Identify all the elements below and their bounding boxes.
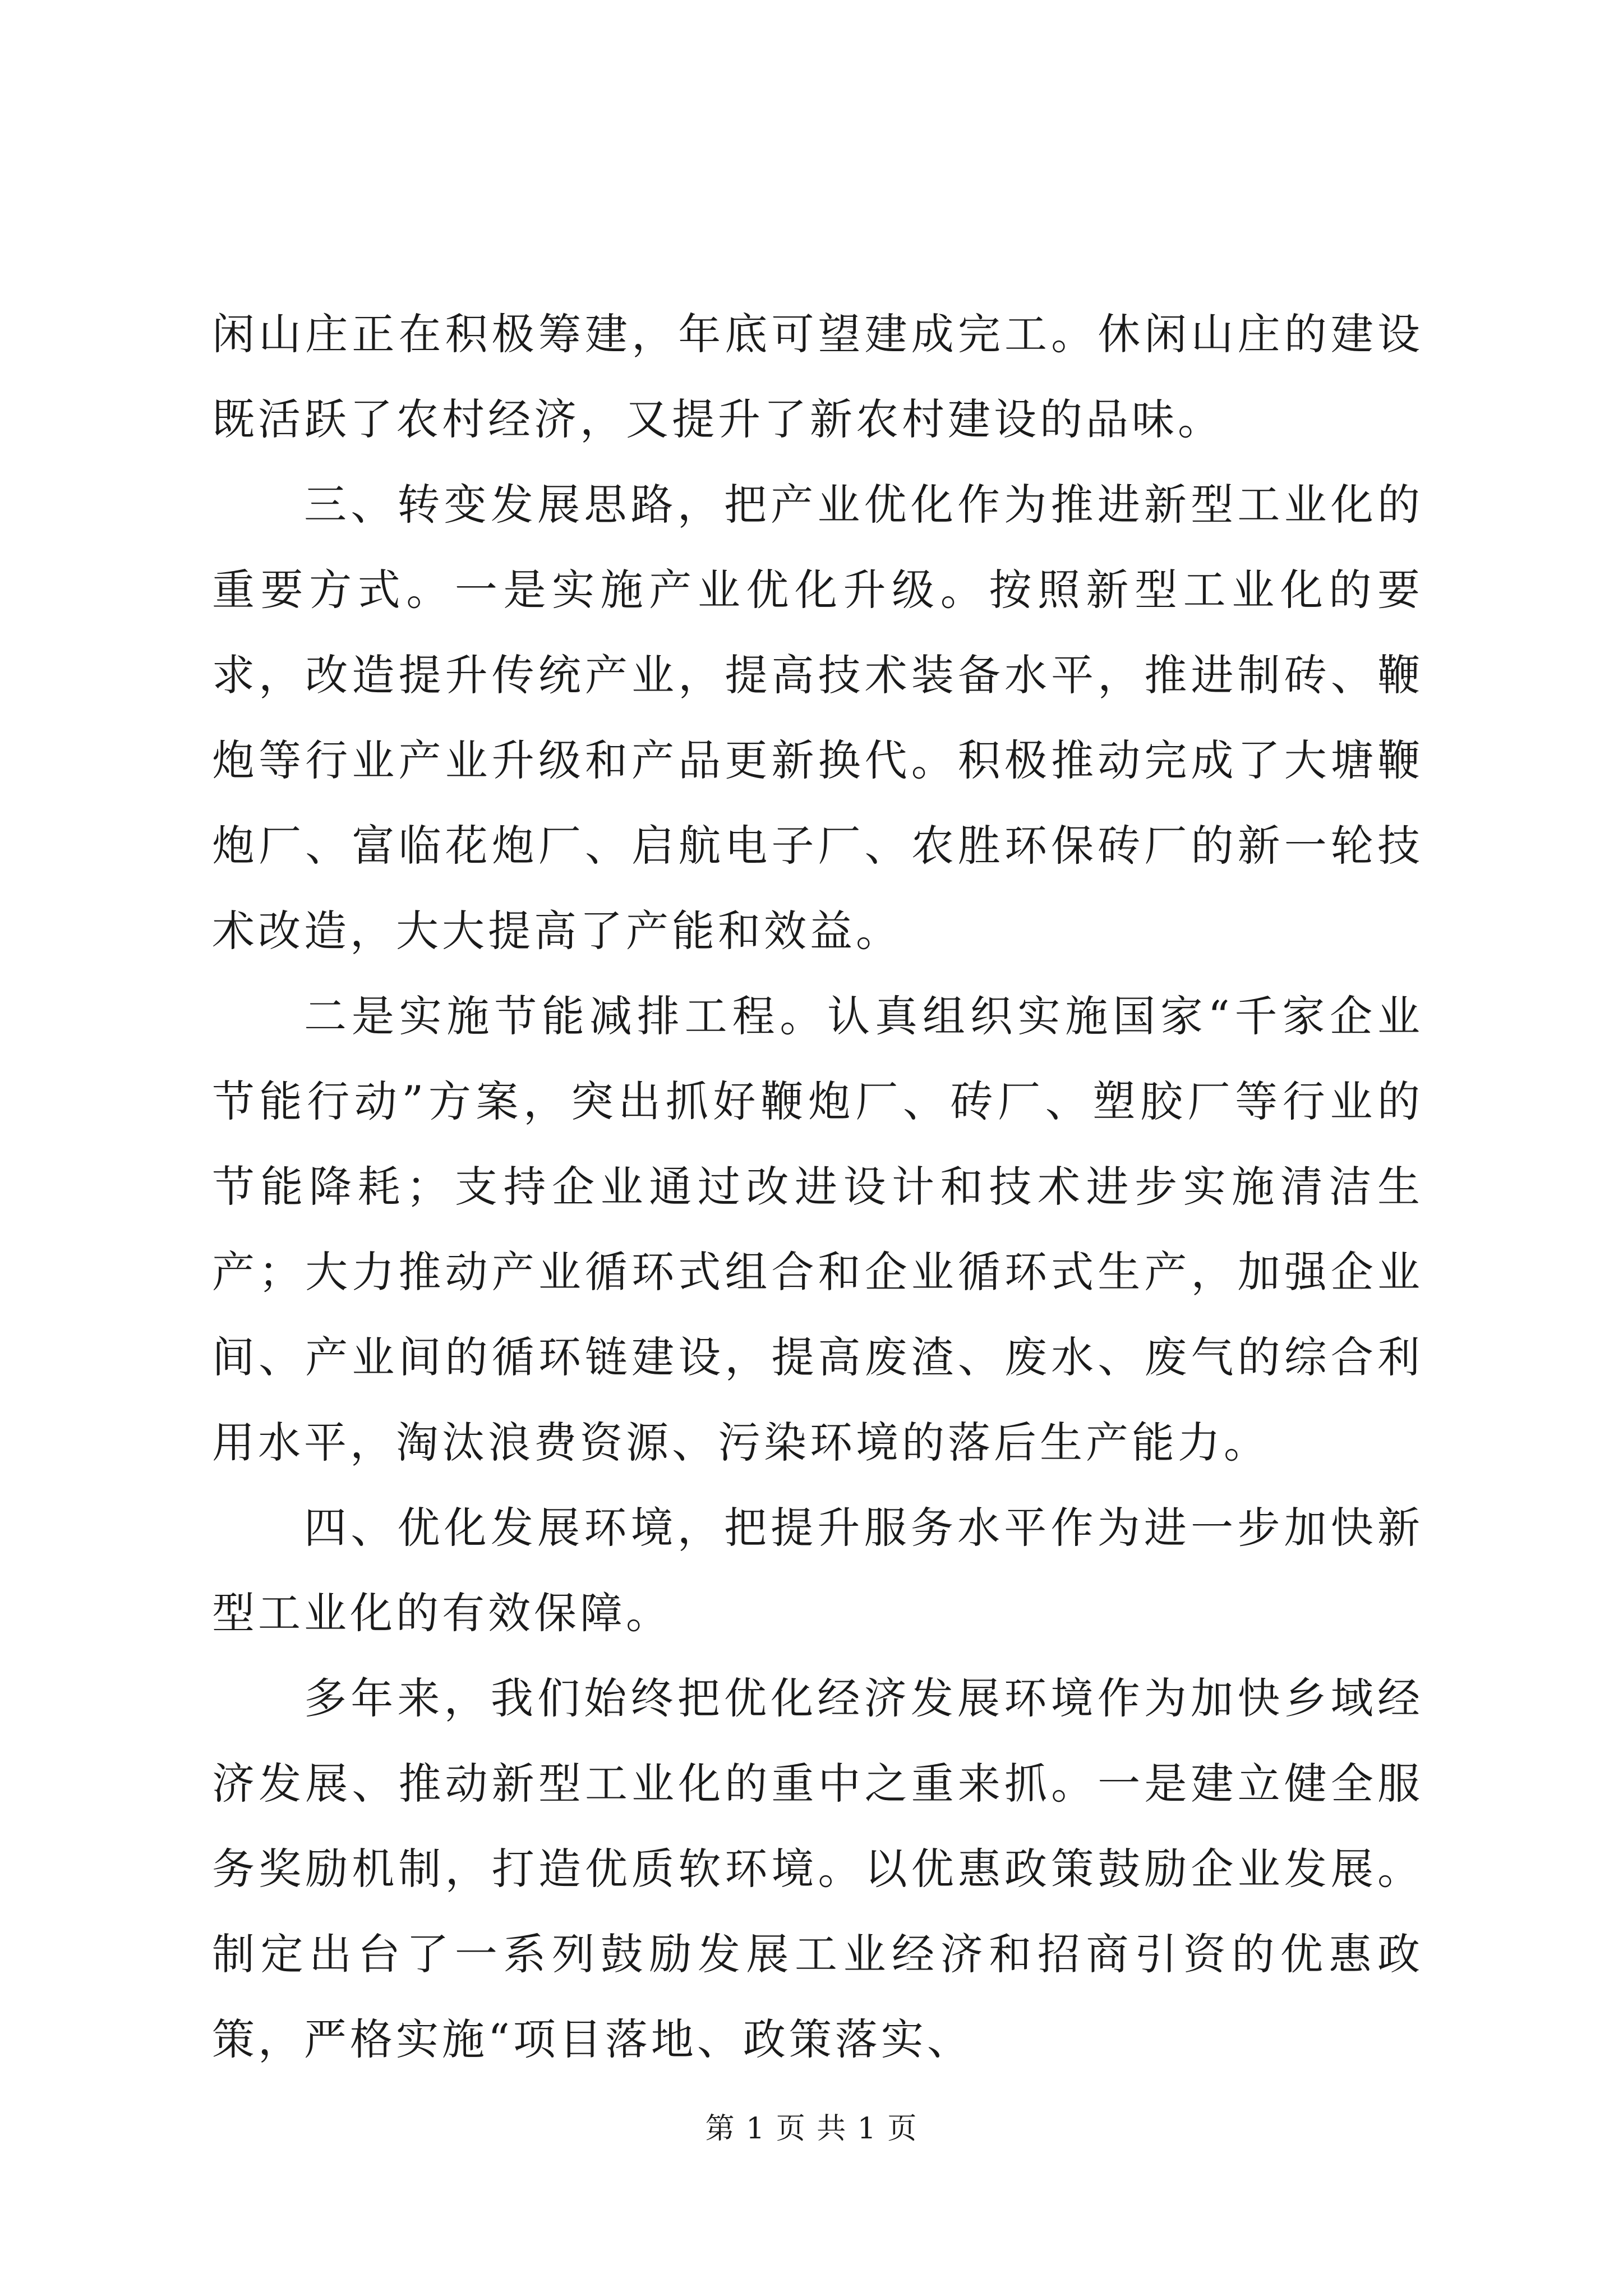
paragraph-section-three: 三、转变发展思路，把产业优化作为推进新型工业化的重要方式。一是实施产业优化升级。按照新型工业化的要求，改造提升传统产业，提高技术装备水平，推进制砖、鞭炮等行业产业升级和产品更新换代。积极推动完成了大塘鞭炮厂、富临花炮厂、启航电子厂、农胜环保砖厂的新一轮技术改造，大大提高了产能和效益。 (212, 480, 1423, 956)
paragraph-energy-saving: 二是实施节能减排工程。认真组织实施国家“千家企业节能行动”方案，突出抓好鞭炮厂、砖厂、塑胶厂等行业的节能降耗；支持企业通过改进设计和技术进步实施清洁生产；大力推动产业循环式组合和企业循环式生产，加强企业间、产业间的循环链建设，提高废渣、废水、废气的综合利用水平，淘汰浪费资源、污染环境的落后生产能力。 (212, 991, 1423, 1467)
paragraph-continued: 闲山庄正在积极筹建，年底可望建成完工。休闲山庄的建设既活跃了农村经济，又提升了新农村建设的品味。 (212, 309, 1423, 444)
paragraph-section-four: 四、优化发展环境，把提升服务水平作为进一步加快新型工业化的有效保障。 (212, 1503, 1423, 1638)
paragraph-environment: 多年来，我们始终把优化经济发展环境作为加快乡域经济发展、推动新型工业化的重中之重来抓。一是建立健全服务奖励机制，打造优质软环境。以优惠政策鼓励企业发展。制定出台了一系列鼓励发展工业经济和招商引资的优惠政策，严格实施“项目落地、政策落实、 (212, 1673, 1423, 2064)
page-footer: 第 1 页 共 1 页 (705, 2112, 918, 2146)
document-body (212, 292, 1423, 2082)
